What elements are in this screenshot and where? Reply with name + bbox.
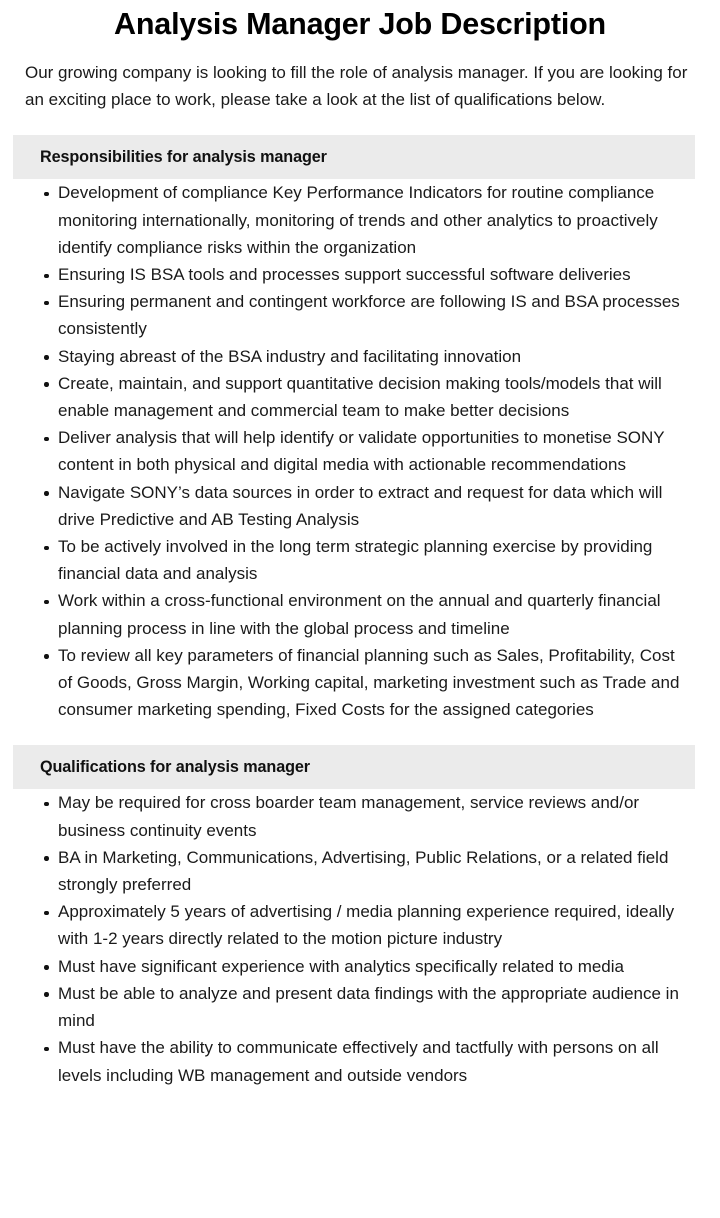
- list-item: Ensuring permanent and contingent workforce are following IS and BSA processes consistently: [0, 288, 720, 342]
- section-responsibilities: [0, 135, 720, 723]
- list-item: Work within a cross-functional environment on the annual and quarterly financial planning process in line with the global process and timeline: [0, 587, 720, 641]
- list-item: BA in Marketing, Communications, Advertising, Public Relations, or a related field strongly preferred: [0, 844, 720, 898]
- list-item: Development of compliance Key Performance Indicators for routine compliance monitoring internationally, monitoring of trends and other analytics to proactively identify compliance risks within the organization: [0, 179, 720, 261]
- section-header-responsibilities: [13, 135, 695, 179]
- list-item: Approximately 5 years of advertising / media planning experience required, ideally with 1-2 years directly related to the motion picture industry: [0, 898, 720, 952]
- qualifications-list: [0, 789, 720, 1088]
- list-item: Must be able to analyze and present data findings with the appropriate audience in mind: [0, 980, 720, 1034]
- list-item: To review all key parameters of financial planning such as Sales, Profitability, Cost of Goods, Gross Margin, Working capital, marketing investment such as Trade and consumer marketing spending, Fixed Costs for the assigned categories: [0, 642, 720, 724]
- list-item: Must have the ability to communicate effectively and tactfully with persons on all levels including WB management and outside vendors: [0, 1034, 720, 1088]
- list-item: Ensuring IS BSA tools and processes support successful software deliveries: [0, 261, 720, 288]
- section-qualifications: [0, 745, 720, 1088]
- page-title: Analysis Manager Job Description: [114, 7, 606, 41]
- list-item: Deliver analysis that will help identify or validate opportunities to monetise SONY content in both physical and digital media with actionable recommendations: [0, 424, 720, 478]
- list-item: May be required for cross boarder team management, service reviews and/or business continuity events: [0, 789, 720, 843]
- section-header-qualifications: [13, 745, 695, 789]
- section-heading-label: Qualifications for analysis manager: [40, 757, 310, 776]
- list-item: Staying abreast of the BSA industry and facilitating innovation: [0, 343, 720, 370]
- list-item: Must have significant experience with analytics specifically related to media: [0, 953, 720, 980]
- list-item: To be actively involved in the long term strategic planning exercise by providing financial data and analysis: [0, 533, 720, 587]
- list-item: Navigate SONY’s data sources in order to extract and request for data which will drive Predictive and AB Testing Analysis: [0, 479, 720, 533]
- responsibilities-list: [0, 179, 720, 723]
- section-heading-label: Responsibilities for analysis manager: [40, 147, 327, 166]
- intro-paragraph: Our growing company is looking to fill the role of analysis manager. If you are looking for an exciting place to work, please take a look at the list of qualifications below.: [25, 63, 688, 110]
- list-item: Create, maintain, and support quantitative decision making tools/models that will enable management and commercial team to make better decisions: [0, 370, 720, 424]
